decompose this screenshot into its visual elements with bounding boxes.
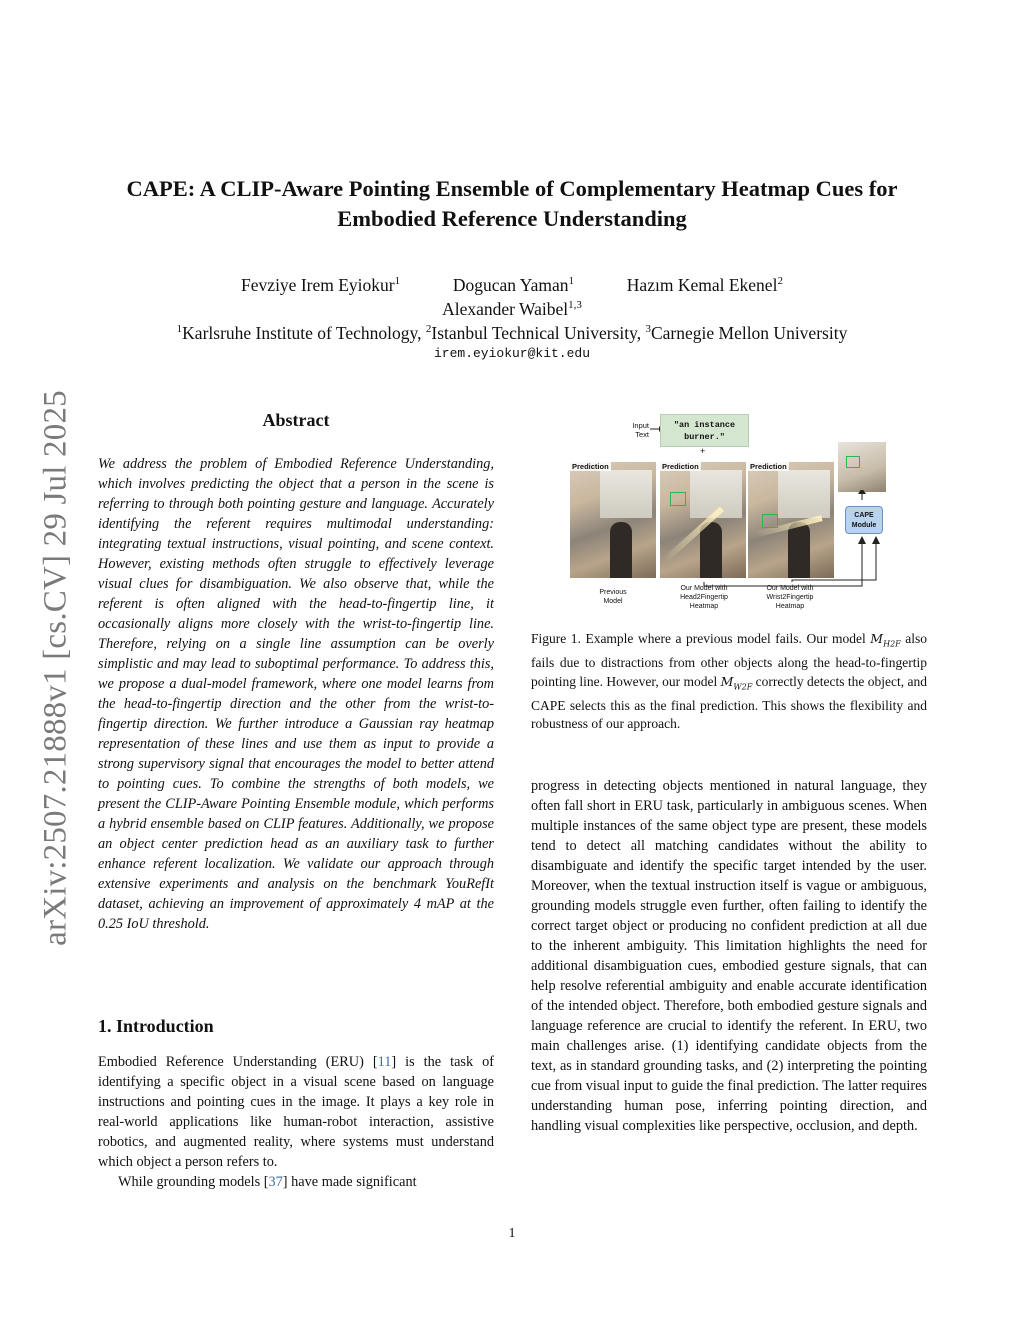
- aff-1-sup: 1: [176, 323, 183, 335]
- figure-input-label: Input Text: [632, 421, 649, 439]
- affiliation-3: Carnegie Mellon University: [650, 322, 848, 343]
- prediction-tag: Prediction: [662, 462, 699, 471]
- author-1-sup: 1: [394, 275, 401, 287]
- figure-connector-lines: [700, 490, 890, 590]
- author-2: Dogucan Yaman: [452, 274, 569, 295]
- plus-icon: +: [700, 446, 706, 456]
- author-4: Alexander Waibel: [442, 298, 569, 319]
- abstract-heading: Abstract: [262, 410, 330, 430]
- figure-1-caption: Figure 1. Example where a previous model fails. Our model $M_{H2F}$ also fails due to distractions from other objects along the head-to-fingertip pointing line. However, our model $M_{W2F}$ correctly detects the object, and CAPE selects this as the final prediction. This shows the flexibility and robustness of our approach.: [531, 631, 928, 732]
- author-line-2: [60, 294, 964, 321]
- math-m-w2f: $M_{W2F}$: [720, 673, 753, 692]
- author-4-sup: 1,3: [568, 299, 582, 311]
- math-m-h2f: $M_{H2F}$: [870, 631, 901, 649]
- citation-link[interactable]: 11: [377, 1054, 392, 1070]
- title-line-2: Embodied Reference Understanding: [337, 206, 687, 231]
- intro-p1: Embodied Reference Understanding (ERU) [11] is the task of identifying a specific object in a visual scene based on language instructions and pointing cues in the image. It plays a key role in real-world applications like human-robot interaction, assistive robotics, and augmented reality, where systems must understand which object a person refers to.: [98, 1054, 494, 1170]
- final-prediction-photo: [838, 442, 886, 492]
- affiliation-2: Istanbul Technical University,: [431, 322, 646, 343]
- cape-module-box: CAPE Module: [845, 506, 883, 534]
- title-line-1: CAPE: A CLIP-Aware Pointing Ensemble of Complementary Heatmap Cues for: [126, 176, 898, 201]
- author-line-1: [60, 270, 964, 297]
- section-heading-introduction: 1. Introduction: [98, 1016, 214, 1036]
- paper-title: [60, 174, 964, 234]
- aff-2-sup: 2: [425, 323, 432, 335]
- author-email[interactable]: irem.eyiokur@kit.edu: [433, 346, 591, 361]
- intro-p2: While grounding models [37] have made significant: [118, 1174, 417, 1190]
- arxiv-identifier: arXiv:2507.21888v1 [cs.CV] 29 Jul 2025: [37, 390, 74, 946]
- citation-link[interactable]: 37: [268, 1174, 283, 1190]
- prediction-tag: Prediction: [572, 462, 609, 471]
- abstract-text: We address the problem of Embodied Reference Understanding, which involves predicting the object that a person in the scene is referring to through both pointing gesture and language. Accurately identifying the referent requires multimodal understanding: integrating textual instructions, visual pointing, and scene context. However, existing methods often struggle to effectively leverage visual clues for disambiguation. We also observe that, while the referent is often aligned with the head-to-fingertip line, it occasionally aligns more closely with the wrist-to-fingertip line. Therefore, relying on a single line assumption can be overly simplistic and may lead to suboptimal performance. To address this, we propose a dual-model framework, where one model learns from the head-to-fingertip direction and the other from the wrist-to-fingertip direction. We further introduce a Gaussian ray heatmap representation of these lines and use them as input to provide a strong supervisory signal that encourages the model to better attend to pointing cues. To combine the strengths of both models, we present the CLIP-Aware Pointing Ensemble module, which performs a hybrid ensemble based on CLIP features. Additionally, we propose an object center prediction head as an auxiliary task to further enhance referent localization. We validate our approach through extensive experiments and analysis on the benchmark YouRefIt dataset, achieving an improvement of approximately 4 mAP at the 0.25 IoU threshold.: [98, 456, 494, 932]
- author-2-sup: 1: [568, 275, 575, 287]
- author-3: Hazım Kemal Ekenel: [626, 274, 778, 295]
- aff-3-sup: 3: [645, 323, 651, 335]
- author-1: Fevziye Irem Eyiokur: [241, 274, 395, 295]
- affiliation-1: Karlsruhe Institute of Technology,: [182, 322, 426, 343]
- label-previous-model: Previous Model: [599, 589, 627, 605]
- intro-body-left: [98, 1052, 494, 1192]
- label-head2fingertip-model: Our Model with Head2Fingertip Heatmap: [680, 585, 728, 610]
- label-wrist2fingertip-model: Our Model with Wrist2Fingertip Heatmap: [766, 585, 814, 610]
- author-3-sup: 2: [777, 275, 783, 287]
- affiliations: [60, 318, 964, 345]
- prediction-tag: Prediction: [750, 462, 787, 471]
- prediction-photo-previous-model: [570, 462, 656, 578]
- intro-body-right: progress in detecting objects mentioned in natural language, they often fall short in ERU task, particularly in ambiguous scenes. When multiple instances of the same object type are present, these models tend to detect all matching candidates without the ability to disambiguate and identify the specific target intended by the user. Moreover, when the textual instruction itself is vague or ambiguous, grounding models struggle even further, often failing to identify the correct target object or producing no confident prediction at all due to the inherent ambiguity. This limitation highlights the need for additional disambiguation cues, embodied gesture signals, that can help resolve referential ambiguity and enable accurate identification of the intended object. Therefore, both embodied gesture signals and language reference are crucial to identify the referent. In ERU, two main challenges arise. (1) identifying candidate objects from the text, as in standard grounding tasks, and (2) interpreting the pointing cue from visual input to guide the final prediction. The latter requires understanding human pose, inferring pointing direction, and handling visual complexities like perspective, occlusion, and depth.: [531, 778, 927, 1134]
- page-number: 1: [508, 1226, 516, 1241]
- input-text-box: "an instance burner.": [660, 414, 749, 447]
